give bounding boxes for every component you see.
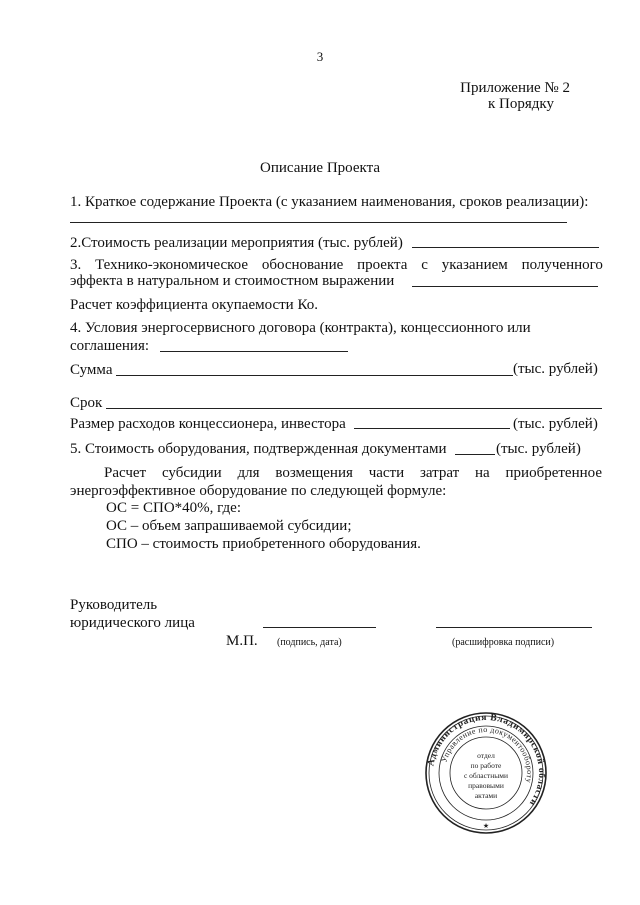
subsidy-definition-2: СПО – стоимость приобретенного оборудования. bbox=[106, 536, 421, 552]
appendix-line-2: к Порядку bbox=[488, 96, 554, 112]
subsidy-word: для bbox=[237, 465, 260, 481]
sum-label: Сумма bbox=[70, 362, 113, 378]
item-4-line-2: соглашения: bbox=[70, 338, 150, 354]
stamp-center-line: с областными bbox=[463, 771, 509, 780]
stamp-star-icon: ★ bbox=[482, 822, 490, 830]
subsidy-line-1 bbox=[104, 465, 602, 482]
item-3-line-2: эффекта в натуральном и стоимостном выражении bbox=[70, 273, 395, 289]
subsidy-line-2: энергоэффективное оборудование по следующей формуле: bbox=[70, 483, 447, 499]
item-2-blank-line bbox=[412, 247, 599, 248]
item-4-line-1: 4. Условия энергосервисного договора (контракта), концессионного или bbox=[70, 320, 531, 336]
item-3-word: обоснование bbox=[261, 257, 344, 273]
payback-text: Расчет коэффициента окупаемости Ко. bbox=[70, 297, 318, 313]
subsidy-word: возмещения bbox=[275, 465, 353, 481]
stamp-center-line: актами bbox=[474, 791, 498, 800]
item-3-word: проекта bbox=[357, 257, 408, 273]
item-4-blank-line bbox=[160, 351, 348, 352]
stamp-center-line: по работе bbox=[470, 761, 502, 770]
subsidy-word: приобретенное bbox=[505, 465, 602, 481]
item-1-label: 1. Краткое содержание Проекта (с указанием наименования, сроков реализации): bbox=[70, 194, 589, 210]
item-3-word: указанием bbox=[441, 257, 508, 273]
decode-line bbox=[436, 627, 592, 628]
appendix-line-1: Приложение № 2 bbox=[460, 80, 570, 96]
stamp-center-line: правовыми bbox=[468, 781, 504, 790]
decode-caption: (расшифровка подписи) bbox=[452, 637, 555, 648]
item-5-label: 5. Стоимость оборудования, подтвержденная документами bbox=[70, 441, 447, 457]
official-stamp bbox=[424, 711, 548, 835]
signature-line bbox=[263, 627, 376, 628]
item-3-word: Технико-экономическое bbox=[95, 257, 249, 273]
signature-head-2: юридического лица bbox=[70, 615, 195, 631]
item-3-blank-line bbox=[412, 286, 598, 287]
subsidy-formula: ОС = СПО*40%, где: bbox=[106, 500, 242, 516]
mp-label: М.П. bbox=[226, 633, 258, 649]
term-label: Срок bbox=[70, 395, 103, 411]
item-3-word: с bbox=[421, 257, 428, 273]
item-2-label: 2.Стоимость реализации мероприятия (тыс. рублей) bbox=[70, 235, 403, 251]
signature-head-1: Руководитель bbox=[70, 597, 158, 613]
signature-caption: (подпись, дата) bbox=[277, 637, 342, 648]
item-1-blank-line bbox=[70, 222, 567, 223]
subsidy-word: на bbox=[475, 465, 490, 481]
subsidy-word: Расчет bbox=[104, 465, 147, 481]
expenses-blank-line bbox=[354, 428, 510, 429]
stamp-ring-textpath: Управление по документообороту bbox=[439, 724, 535, 784]
subsidy-word: субсидии bbox=[161, 465, 222, 481]
page-number: 3 bbox=[316, 49, 324, 64]
item-3-word: 3. bbox=[70, 257, 82, 273]
expenses-unit: (тыс. рублей) bbox=[513, 416, 598, 432]
sum-unit: (тыс. рублей) bbox=[513, 361, 598, 377]
stamp-center-line: отдел bbox=[477, 751, 495, 760]
subsidy-word: части bbox=[368, 465, 405, 481]
document-title: Описание Проекта bbox=[259, 160, 380, 176]
item-5-unit: (тыс. рублей) bbox=[496, 441, 581, 457]
subsidy-word: затрат bbox=[419, 465, 460, 481]
subsidy-definition-1: ОС – объем запрашиваемой субсидии; bbox=[106, 518, 352, 534]
item-5-blank-line bbox=[455, 454, 495, 455]
expenses-label: Размер расходов концессионера, инвестора bbox=[70, 416, 346, 432]
item-3-line-1 bbox=[70, 257, 603, 274]
item-3-word: полученного bbox=[521, 257, 603, 273]
stamp-outer-textpath: Администрация Владимирской области bbox=[426, 712, 547, 808]
sum-blank-line bbox=[116, 375, 513, 376]
term-blank-line bbox=[106, 408, 602, 409]
